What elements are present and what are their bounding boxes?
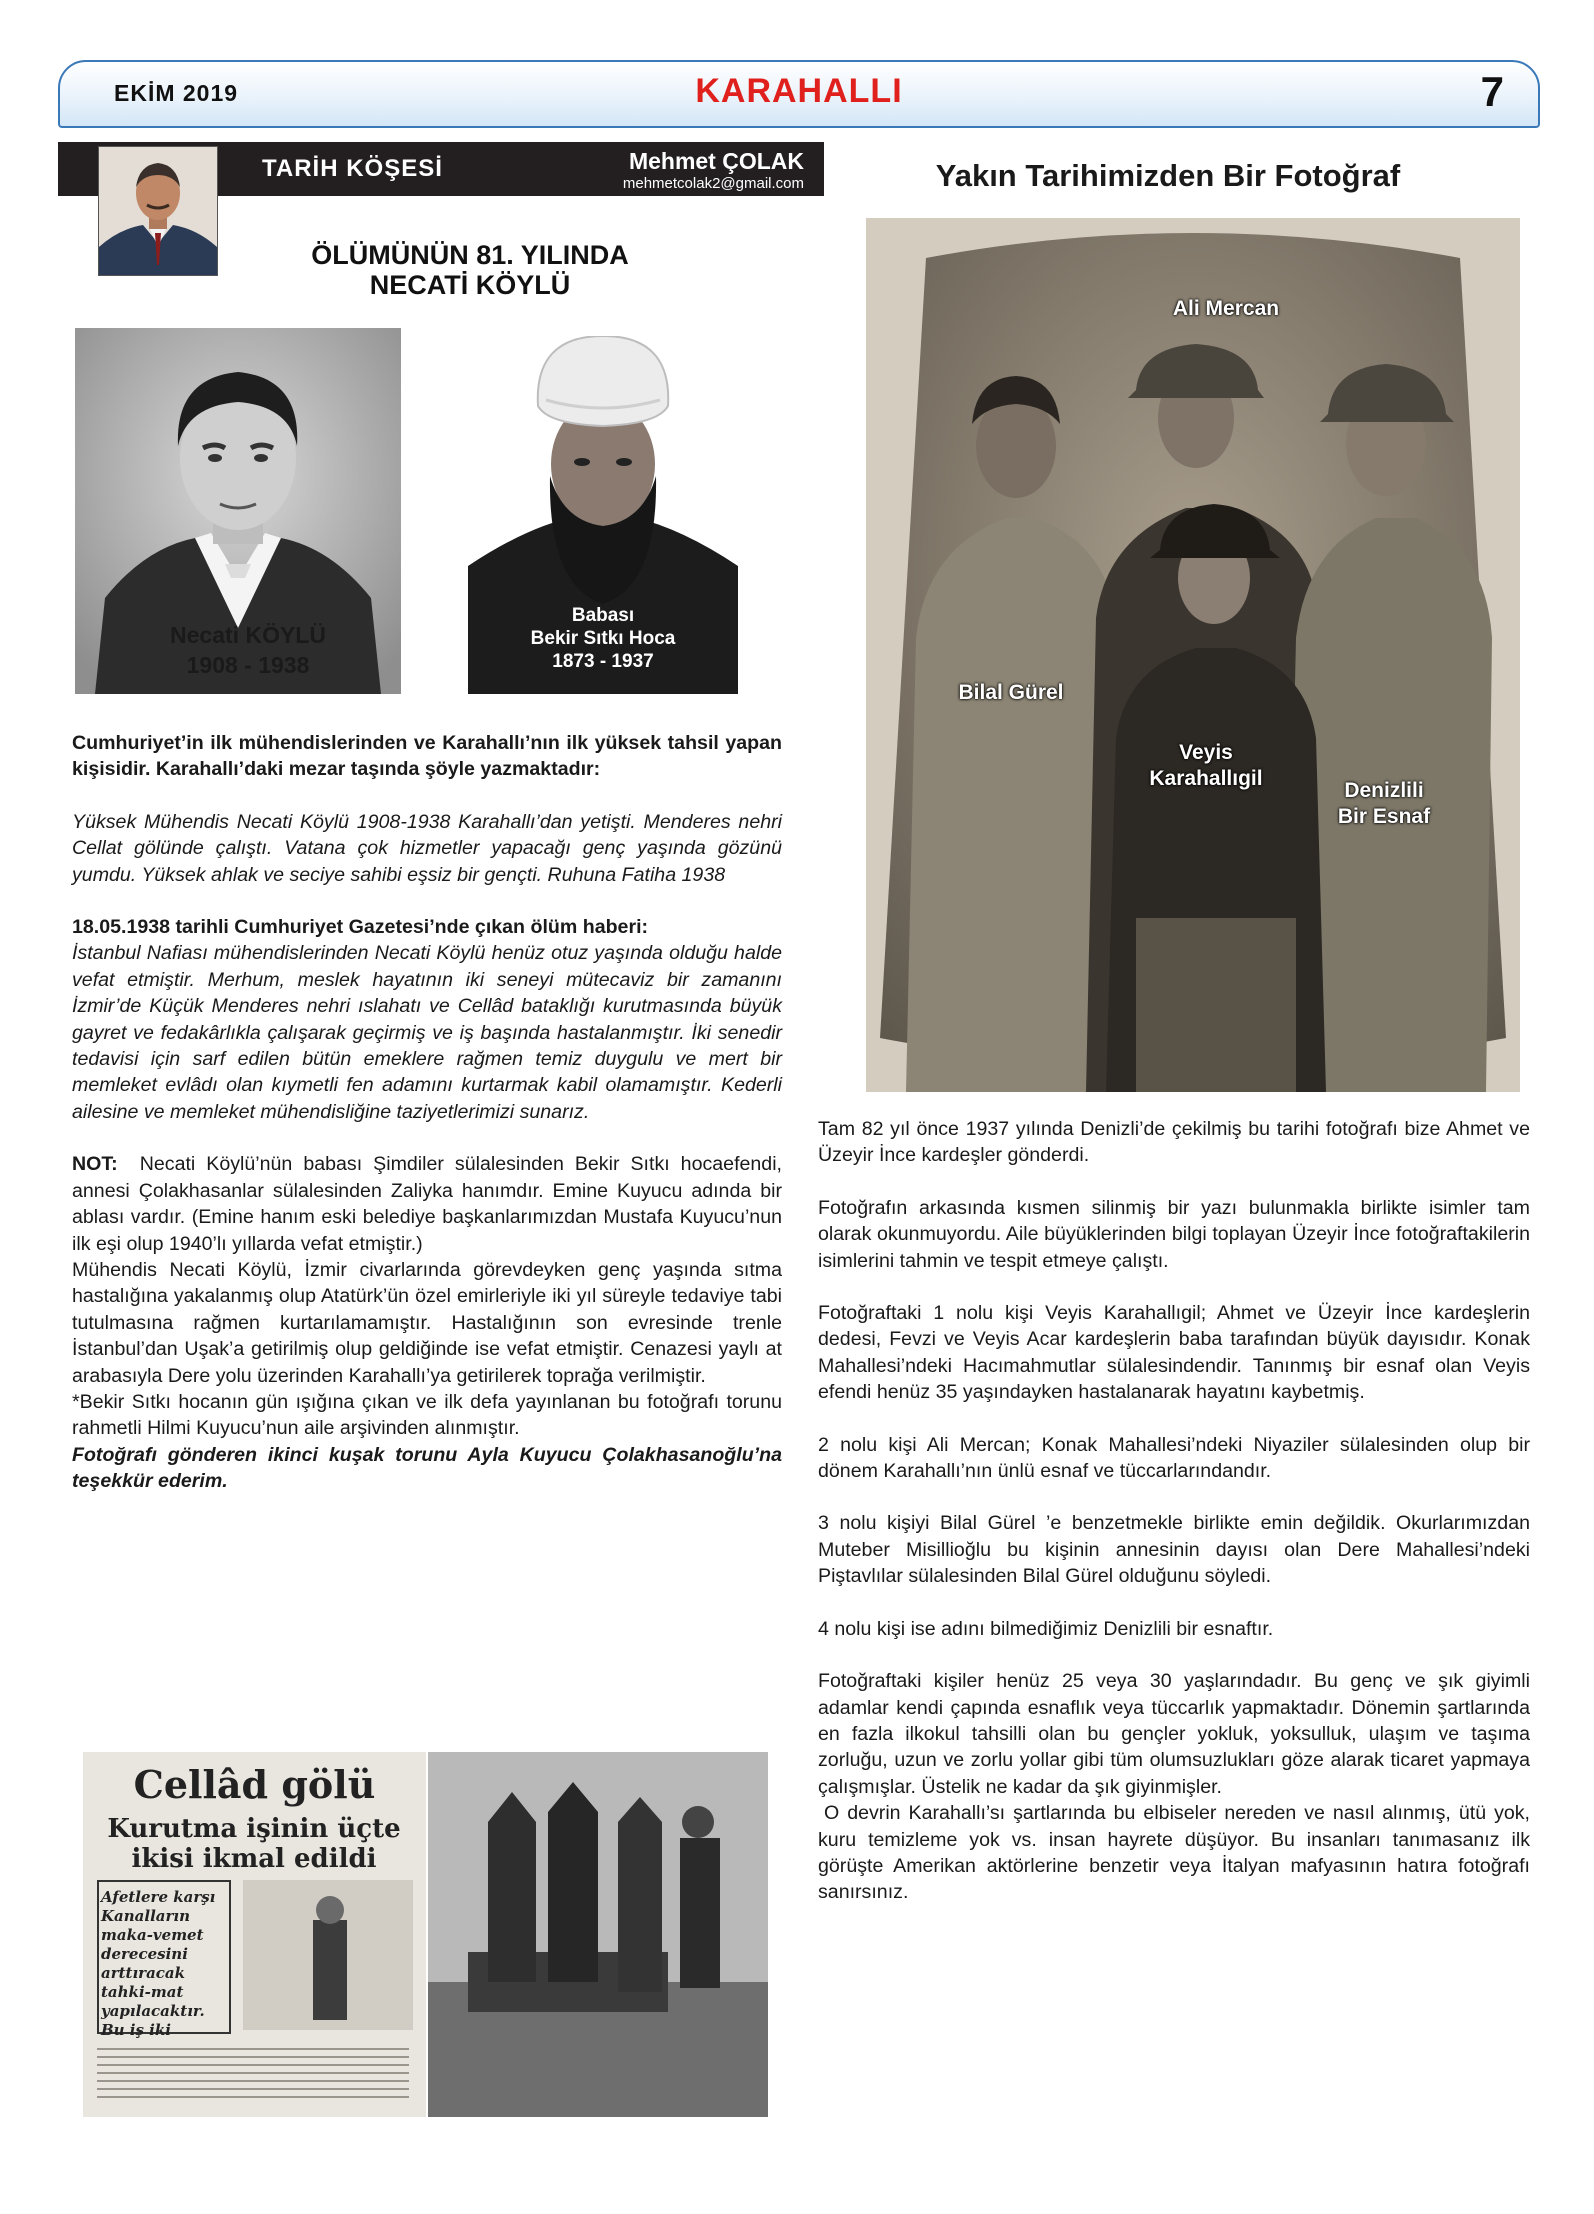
page-number: 7	[1480, 68, 1504, 115]
note-paragraph	[72, 1151, 782, 1257]
issue-date: EKİM 2019	[114, 80, 239, 106]
group-photo-1937	[866, 218, 1520, 1092]
author-email: mehmetcolak2@gmail.com	[622, 175, 804, 192]
feature-title: Yakın Tarihimizden Bir Fotoğraf	[935, 158, 1401, 193]
feature-paragraph-5: 3 nolu kişiyi Bilal Gürel ’e benzetmekle birlikte emin değildik. Okurlarımızdan Muteber Misillioğlu bu kişinin annesinin dayısı olan Dere Mahallesi’ndeki Piştavlılar sülalesinden Bilal Gürel olduğunu söyledi.	[818, 1512, 1530, 1588]
marsh-work-photo	[428, 1752, 768, 2117]
clipping-photo	[243, 1880, 413, 2030]
newspaper-title: KARAHALLI	[695, 72, 903, 110]
intro-paragraph: Cumhuriyet’in ilk mühendislerinden ve Karahallı’nın ilk yüksek tahsil yapan kişisidir. Karahallı’daki mezar taşında şöyle yazmaktadır:	[72, 732, 782, 781]
label-veyis-karahalligil: Veyis Karahallıgil	[1149, 741, 1263, 790]
article-body	[72, 730, 782, 1495]
feature-paragraph-3: Fotoğraftaki 1 nolu kişi Veyis Karahallıgil; Ahmet ve Üzeyir İnce kardeşlerin dedesi, Fevzi ve Veyis Acar kardeşlerin baba tarafından büyük dayısıdır. Konak Mahallesi’ndeki Hacımahmutlar sülalesindendir. Tanınmış bir esnaf olan Veyis efendi henüz 35 yaşındayken hastalanarak hayatını kaybetmiş.	[818, 1302, 1530, 1404]
author-name: Mehmet ÇOLAK	[628, 148, 804, 174]
photo1-caption: Necati KÖYLÜ 1908 - 1938	[170, 622, 326, 678]
feature-body	[818, 1116, 1530, 1906]
article-headline: ÖLÜMÜNÜN 81. YILINDA NECATİ KÖYLÜ	[311, 240, 629, 300]
author-photo	[98, 146, 218, 276]
photo2-caption: Babası Bekir Sıtkı Hoca 1873 - 1937	[530, 605, 676, 672]
feature-paragraph-4: 2 nolu kişi Ali Mercan; Konak Mahallesi’ndeki Niyaziler sülalesinden olup bir dönem Karahallı’nın ünlü esnaf ve tüccarlarındandır.	[818, 1433, 1530, 1483]
note-label: NOT:	[72, 1153, 118, 1176]
page-header	[58, 60, 1540, 128]
news-paragraph: İstanbul Nafiası mühendislerinden Necati Köylü henüz otuz yaşında olduğu halde vefat etmiştir. Merhum, meslek hayatının iki seneyi mütecaviz bir zamanını İzmir’de Küçük Menderes nehri ıslahatı ve Cellâd bataklığı kurutmasında büyük gayret ve fedakârlıkla çalışarak geçirmiş ve iş başında hastalanmıştır. İki senedir tedavisi için sarf edilen bütün emeklere rağmen temiz duygulu ve mert bir memleket evlâdı olan kıymetli fen adamını kurtarmak kabil olamamıştır. Kederli ailesine ve memleket mühendisliğine taziyetlerimizi sunarız.	[72, 942, 782, 1123]
note-text: Necati Köylü’nün babası Şimdiler sülalesinden Bekir Sıtkı hocaefendi, annesi Çolakhasanlar sülalesinden Zaliyka hanımdır. Emine Kuyucu adında bir ablası vardır. (Emine hanım eski belediye başkanlarımızdan Mustafa Kuyucu’nun ilk eşi olup 1940’lı yıllarda vefat etmiştir.)	[72, 1153, 782, 1255]
label-bilal-gurel: Bilal Gürel	[958, 681, 1064, 704]
clipping-subtitle: Kurutma işinin üçte ikisi ikmal edildi	[107, 1814, 401, 1874]
clipping-box-text: Afetlere karşı Kanalların maka-vemet derecesini arttıracak tahki-mat yapılacaktır. Bu iş iki	[101, 1888, 216, 2039]
feature-paragraph-2: Fotoğrafın arkasında kısmen silinmiş bir yazı bulunmakla birlikte isimler tam olarak okunmuyordu. Aile büyüklerinden bilgi toplayan Üzeyir İnce fotoğraftakilerin isimlerini tahmin ve tespit etmeye çalıştı.	[818, 1196, 1530, 1272]
feature-paragraph-8: O devrin Karahallı’sı şartlarında bu elbiseler nereden ve nasıl alınmış, ütü yok, kuru temizleme yok vs. insan hayrete düşüyor. Bu insanları tanımasanız ilk görüşte Amerikan aktörlerine benzetir veya İtalyan mafyasının hatıra fotoğrafı sanırsınız.	[818, 1802, 1530, 1904]
label-ali-mercan: Ali Mercan	[1172, 297, 1280, 320]
epitaph-paragraph: Yüksek Mühendis Necati Köylü 1908-1938 Karahallı’dan yetişti. Menderes nehri Cellat gölünde çalıştı. Vatana çok hizmetler yapacağı genç yaşında gözünü yumdu. Yüksek ahlak ve seciye sahibi eşsiz bir gençti. Ruhuna Fatiha 1938	[72, 810, 782, 886]
feature-paragraph-1: Tam 82 yıl önce 1937 yılında Denizli’de çekilmiş bu tarihi fotoğrafı bize Ahmet ve Üzeyir İnce kardeşler gönderdi.	[818, 1118, 1530, 1167]
engineer-paragraph: Mühendis Necati Köylü, İzmir civarlarında görevdeyken genç yaşında sıtma hastalığına yakalanmış olup Atatürk’ün özel emirleriyle iki yıl süreyle tedaviye tabi tutulmasına rağmen kurtarılamamıştır. Hastalığının son evresinde trenle İstanbul’dan Uşak’a getirilmiş olup geldiğinde ise vefat etmiştir. Cenazesi yaylı at arabasıyla Dere yolu üzerinden Karahallı’ya getirilerek toprağa verilmiştir.	[72, 1258, 782, 1387]
clipping-text-lines	[97, 2042, 409, 2102]
news-label: 18.05.1938 tarihli Cumhuriyet Gazetesi’nde çıkan ölüm haberi:	[72, 916, 649, 939]
thanks-paragraph: Fotoğrafı gönderen ikinci kuşak torunu Ayla Kuyucu Çolakhasanoğlu’na teşekkür ederim.	[72, 1443, 782, 1493]
feature-paragraph-6: 4 nolu kişi ise adını bilmediğimiz Denizlili bir esnaftır.	[818, 1617, 1274, 1640]
clipping-title: Cellâd gölü	[133, 1762, 376, 1807]
label-denizlili-esnaf: Denizlili Bir Esnaf	[1337, 779, 1431, 828]
feature-paragraph-7: Fotoğraftaki kişiler henüz 25 veya 30 yaşlarındadır. Bu genç ve şık giyimli adamlar kendi çapında esnaflık veya tüccarlık yapmaktadır. Dönemin şartlarında en fazla ilkokul tahsilli olan bu gençler yokluk, yoksulluk, ulaşım ve taşıma zorluğu, uzun ve zorlu yollar gibi tüm olumsuzlukları göze alarak ticaret yapmaya çalışmışlar. Üstelik ne kadar da şık giyinmişler.	[818, 1670, 1530, 1798]
photo-source-paragraph: *Bekir Sıtkı hocanın gün ışığına çıkan ve ilk defa yayınlanan bu fotoğrafı torunu rahmetli Hilmi Kuyucu’nun aile arşivinden alınmıştır.	[72, 1390, 782, 1440]
section-title: TARİH KÖŞESİ	[262, 155, 443, 182]
newspaper-clipping	[83, 1752, 426, 2117]
